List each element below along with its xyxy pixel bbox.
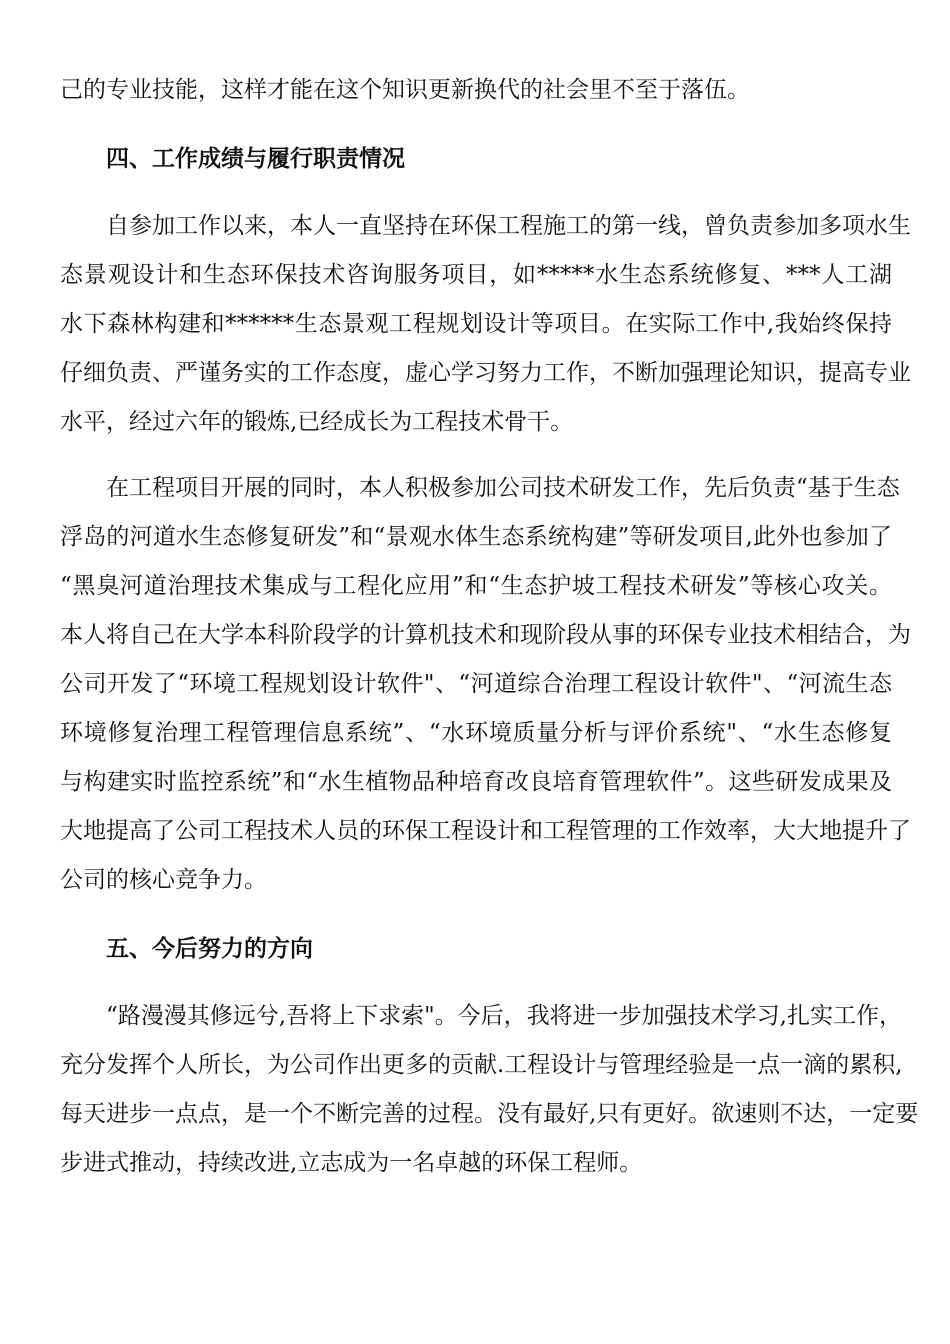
paragraph-line: “路漫漫其修远兮,吾将上下求索"。今后，我将进一步加强技术学习,扎实工作， (106, 1003, 902, 1029)
paragraph-line: 环境修复治理工程管理信息系统”、“水环境质量分析与评价系统"、“水生态修复 (60, 720, 892, 746)
section-heading-5: 五、今后努力的方向 (106, 935, 313, 962)
paragraph-line: 本人将自己在大学本科阶段学的计算机技术和现阶段从事的环保专业技术相结合，为 (60, 622, 911, 648)
paragraph-line: 自参加工作以来，本人一直坚持在环保工程施工的第一线，曾负责参加多项水生 (106, 213, 911, 239)
paragraph-line: 步进式推动，持续改进,立志成为一名卓越的环保工程师。 (60, 1150, 643, 1176)
paragraph-line: 每天进步一点点，是一个不断完善的过程。没有最好,只有更好。欲速则不达，一定要 (60, 1101, 919, 1127)
paragraph-line: 己的专业技能，这样才能在这个知识更新换代的社会里不至于落伍。 (60, 77, 750, 103)
paragraph-line: “黑臭河道治理技术集成与工程化应用”和“生态护坡工程技术研发”等核心攻关。 (60, 573, 892, 599)
paragraph-research-development (60, 464, 911, 905)
paragraph-line: 在工程项目开展的同时，本人积极参加公司技术研发工作，先后负责“基于生态 (106, 475, 900, 501)
paragraph-line: 大地提高了公司工程技术人员的环保工程设计和工程管理的工作效率，大大地提升了 (60, 818, 911, 844)
paragraph-line: 浮岛的河道水生态修复研发”和“景观水体生态系统构建”等研发项目,此外也参加了 (60, 524, 892, 550)
paragraph-line: 仔细负责、严谨务实的工作态度，虚心学习努力工作，不断加强理论知识，提高专业 (60, 360, 911, 386)
paragraph-line: 水平，经过六年的锻炼,已经成长为工程技术骨干。 (60, 409, 574, 435)
paragraph-future-direction (60, 992, 919, 1188)
paragraph-line: 与构建实时监控系统”和“水生植物品种培育改良培育管理软件”。这些研发成果及 (60, 769, 892, 795)
paragraph-line: 水下森林构建和******生态景观工程规划设计等项目。在实际工作中,我始终保持 (60, 311, 892, 337)
paragraph-continuation (60, 66, 892, 115)
paragraph-work-achievements (60, 202, 911, 447)
paragraph-line: 态景观设计和生态环保技术咨询服务项目，如*****水生态系统修复、***人工湖 (60, 262, 892, 288)
paragraph-line: 充分发挥个人所长，为公司作出更多的贡献.工程设计与管理经验是一点一滴的累积, (60, 1052, 903, 1078)
section-heading-4: 四、工作成绩与履行职责情况 (106, 145, 405, 172)
paragraph-line: 公司的核心竞争力。 (60, 867, 267, 893)
document-page (60, 66, 919, 1188)
paragraph-line: 公司开发了“环境工程规划设计软件"、“河道综合治理工程设计软件"、“河流生态 (60, 671, 892, 697)
